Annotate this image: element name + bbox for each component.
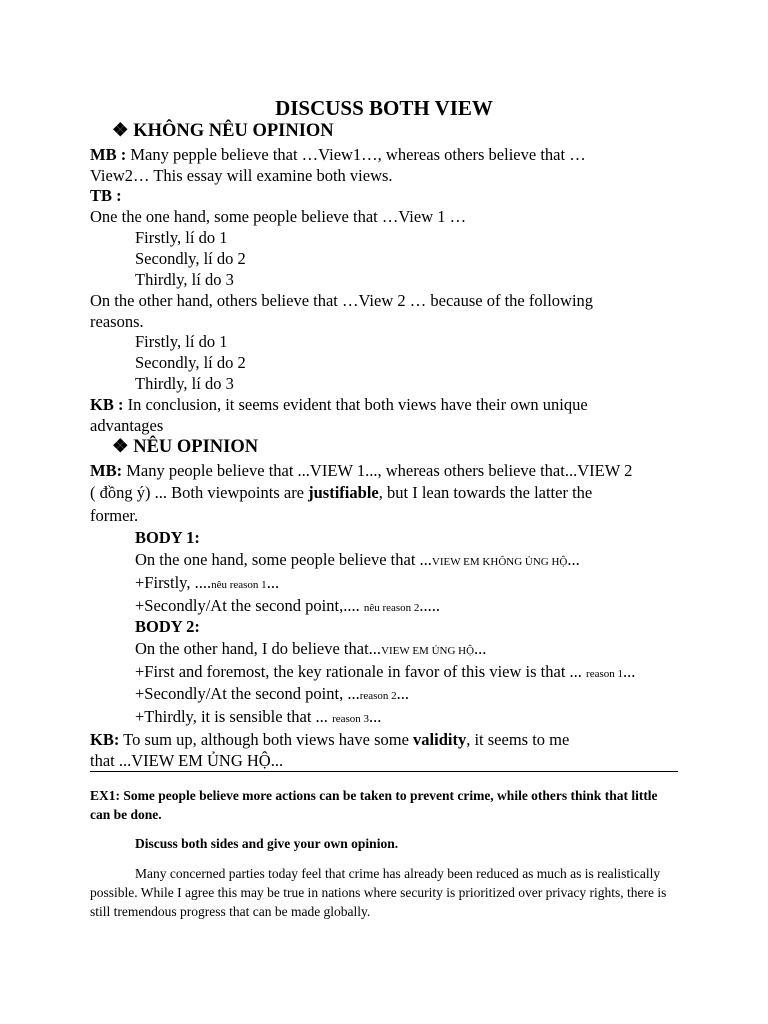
view1-reason: Firstly, lí do 1 — [135, 228, 228, 247]
view2-reason: Thirdly, lí do 3 — [135, 374, 234, 393]
body2-second-end: ... — [396, 684, 410, 703]
mb2-line — [90, 461, 632, 481]
kb-label: KB : — [90, 395, 124, 414]
kb2-line — [90, 730, 569, 750]
body2-third-text: +Thirdly, it is sensible that ... — [135, 707, 333, 726]
mb2-bold-word: justifiable — [308, 483, 379, 502]
mb2-line-continued — [90, 483, 592, 503]
body2-first-end: ... — [623, 662, 636, 681]
mb2-text-b: , but I lean towards the latter the — [378, 483, 593, 502]
body1-second-end: ..... — [419, 596, 441, 615]
mb2-text-a: ( đồng ý) ... Both viewpoints are — [90, 483, 309, 502]
body1-label: BODY 1: — [135, 528, 200, 547]
body1-second — [135, 596, 440, 618]
body1-second-text: +Secondly/At the second point,.... — [135, 596, 364, 615]
body2-third-end: ... — [369, 707, 382, 726]
section-heading-no-opinion: ❖ KHÔNG NÊU OPINION — [112, 121, 334, 141]
mb-text: Many pepple believe that …View1…, whereas others believe that … — [126, 145, 586, 164]
view2-intro-continued: reasons. — [90, 312, 144, 331]
page-title: DISCUSS BOTH VIEW — [275, 96, 493, 120]
view1-reason: Thirdly, lí do 3 — [135, 270, 234, 289]
body2-second-text: +Secondly/At the second point, ... — [135, 684, 360, 703]
kb2-bold-word: validity — [413, 730, 467, 749]
body1-intro-text: On the one hand, some people believe that ... — [135, 550, 432, 569]
body1-first-text: +Firstly, .... — [135, 573, 212, 592]
example-directive: Discuss both sides and give your own opinion. — [135, 836, 399, 851]
body2-intro — [135, 639, 486, 661]
mb-line-continued: View2… This essay will examine both views. — [90, 166, 393, 185]
view2-reason: Firstly, lí do 1 — [135, 332, 228, 351]
section-heading-opinion: ❖ NÊU OPINION — [112, 437, 259, 457]
kb2-line-continued: that ...VIEW EM ỦNG HỘ... — [90, 751, 284, 770]
mb2-label: MB: — [90, 461, 123, 480]
view2-intro: On the other hand, others believe that …View 2 … because of the following — [90, 291, 594, 310]
mb-line — [90, 145, 586, 165]
body2-first-small: reason 1 — [586, 668, 624, 680]
kb2-label: KB: — [90, 730, 120, 749]
kb2-text-b: , it seems to me — [466, 730, 570, 749]
body2-first-text: +First and foremost, the key rationale in favor of this view is that ... — [135, 662, 587, 681]
kb-text: In conclusion, it seems evident that both views have their own unique — [123, 395, 588, 414]
body2-intro-text: On the other hand, I do believe that... — [135, 639, 382, 658]
body2-second-small: reason 2 — [359, 690, 397, 702]
kb2-text-a: To sum up, although both views have some — [119, 730, 414, 749]
view2-reason: Secondly, lí do 2 — [135, 353, 246, 372]
mb2-text: Many people believe that ...VIEW 1..., whereas others believe that...VIEW 2 — [122, 461, 633, 480]
body1-first — [135, 573, 279, 595]
mb2-line-end: former. — [90, 506, 139, 525]
body2-first — [135, 662, 635, 684]
body2-intro-end: ... — [474, 639, 487, 658]
body1-intro-end: ... — [567, 550, 580, 569]
kb-line — [90, 395, 588, 415]
body2-intro-small: VIEW EM ỦNG HỘ — [381, 645, 475, 657]
body2-second — [135, 684, 409, 706]
view1-reason: Secondly, lí do 2 — [135, 249, 246, 268]
example-question: EX1: Some people believe more actions can be taken to prevent crime, while others think that little can be done. — [90, 788, 658, 822]
body1-intro — [135, 550, 580, 572]
body1-first-end: ... — [266, 573, 280, 592]
tb-label: TB : — [90, 186, 122, 205]
body1-intro-small: VIEW EM KHÔNG ỦNG HỘ — [431, 556, 568, 568]
body2-third-small: reason 3 — [332, 713, 370, 725]
body1-first-small: nêu reason 1 — [211, 579, 267, 591]
kb-line-continued: advantages — [90, 416, 164, 435]
example-paragraph: Many concerned parties today feel that crime has already been reduced as much as is realistically possible. While I agree this may be true in nations where security is prioritized over privacy rights, there is still tremendous progress that can be made globally. — [90, 866, 667, 919]
body1-second-small: nêu reason 2 — [363, 602, 420, 614]
mb-label: MB : — [90, 145, 127, 164]
body2-third — [135, 707, 381, 729]
view1-intro: One the one hand, some people believe that …View 1 … — [90, 207, 467, 226]
body2-label: BODY 2: — [135, 617, 200, 636]
horizontal-divider — [90, 771, 678, 772]
